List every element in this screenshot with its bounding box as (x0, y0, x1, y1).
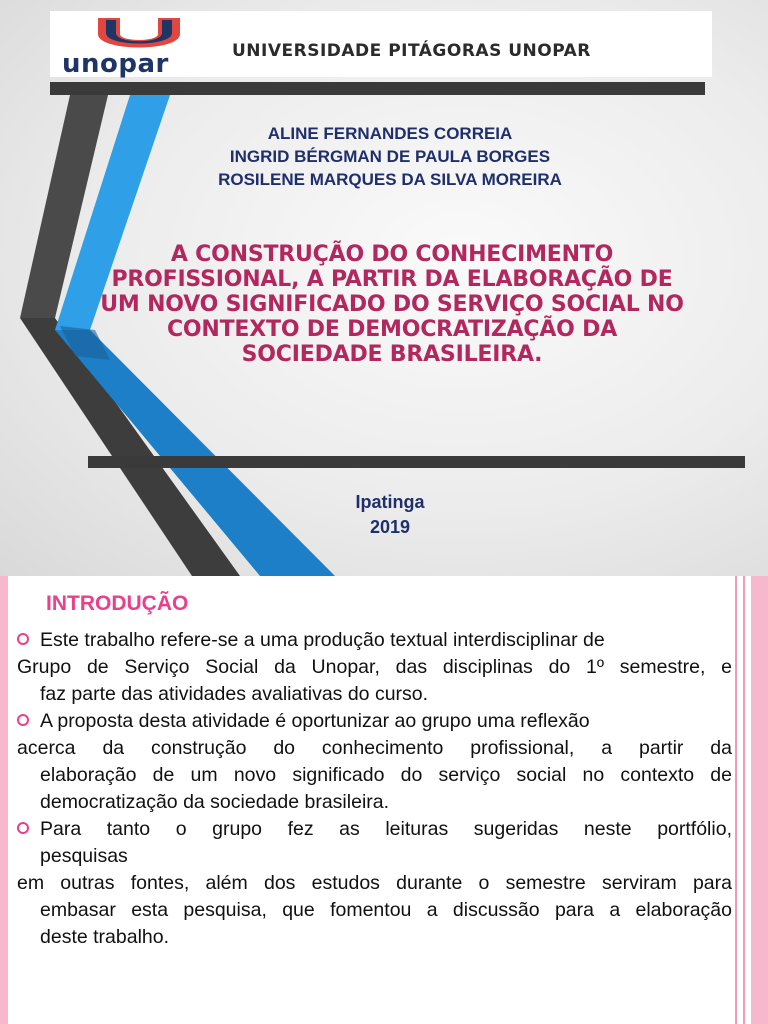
year: 2019 (369, 517, 411, 537)
author-name: INGRID BÉRGMAN DE PAULA BORGES (229, 147, 551, 166)
unopar-logo-icon (94, 16, 184, 50)
logo-text: unopar (62, 49, 169, 79)
presentation-title: A CONSTRUÇÃO DO CONHECIMENTO PROFISSIONAL, A PARTIR DA ELABORAÇÃO DE UM NOVO SIGNIFICADO DO SERVIÇO SOCIAL NO CONTEXTO DE DEMOCRATIZAÇÃO DA SOCIEDADE BRASILEIRA. (100, 242, 684, 367)
bullet-icon (17, 633, 29, 645)
location-date (290, 490, 490, 540)
left-border (0, 576, 8, 1024)
header-banner (50, 11, 712, 77)
bullet-paragraph: A proposta desta atividade é oportunizar ao grupo uma reflexão acerca da construção do conhecimento profissional, a partir da elaboração de um novo significado do serviço social no contexto de democratização da sociedade brasileira. (17, 710, 732, 813)
bullet-paragraph: Para tanto o grupo fez as leituras sugeridas neste portfólio, pesquisas em outras fontes, além dos estudos durante o semestre serviram para embasar esta pesquisa, que fomentou a discussão para a elaboração deste trabalho. (17, 818, 732, 948)
introduction-slide (0, 576, 768, 1024)
author-name: ALINE FERNANDES CORREIA (267, 124, 513, 143)
city-name: Ipatinga (355, 492, 425, 512)
university-name: UNIVERSIDADE PITÁGORAS UNOPAR (232, 41, 591, 61)
author-name: ROSILENE MARQUES DA SILVA MOREIRA (218, 170, 562, 189)
author-list (0, 122, 768, 191)
top-divider-bar (50, 82, 705, 95)
bullet-icon (17, 822, 29, 834)
right-border (735, 576, 768, 1024)
section-heading: INTRODUÇÃO (46, 592, 189, 615)
bullet-icon (17, 714, 29, 726)
introduction-body (17, 627, 732, 951)
middle-divider-bar (88, 456, 745, 468)
bullet-paragraph: Este trabalho refere-se a uma produção textual interdisciplinar de Grupo de Serviço Social da Unopar, das disciplinas do 1º semestre, e faz parte das atividades avaliativas do curso. (17, 629, 732, 705)
